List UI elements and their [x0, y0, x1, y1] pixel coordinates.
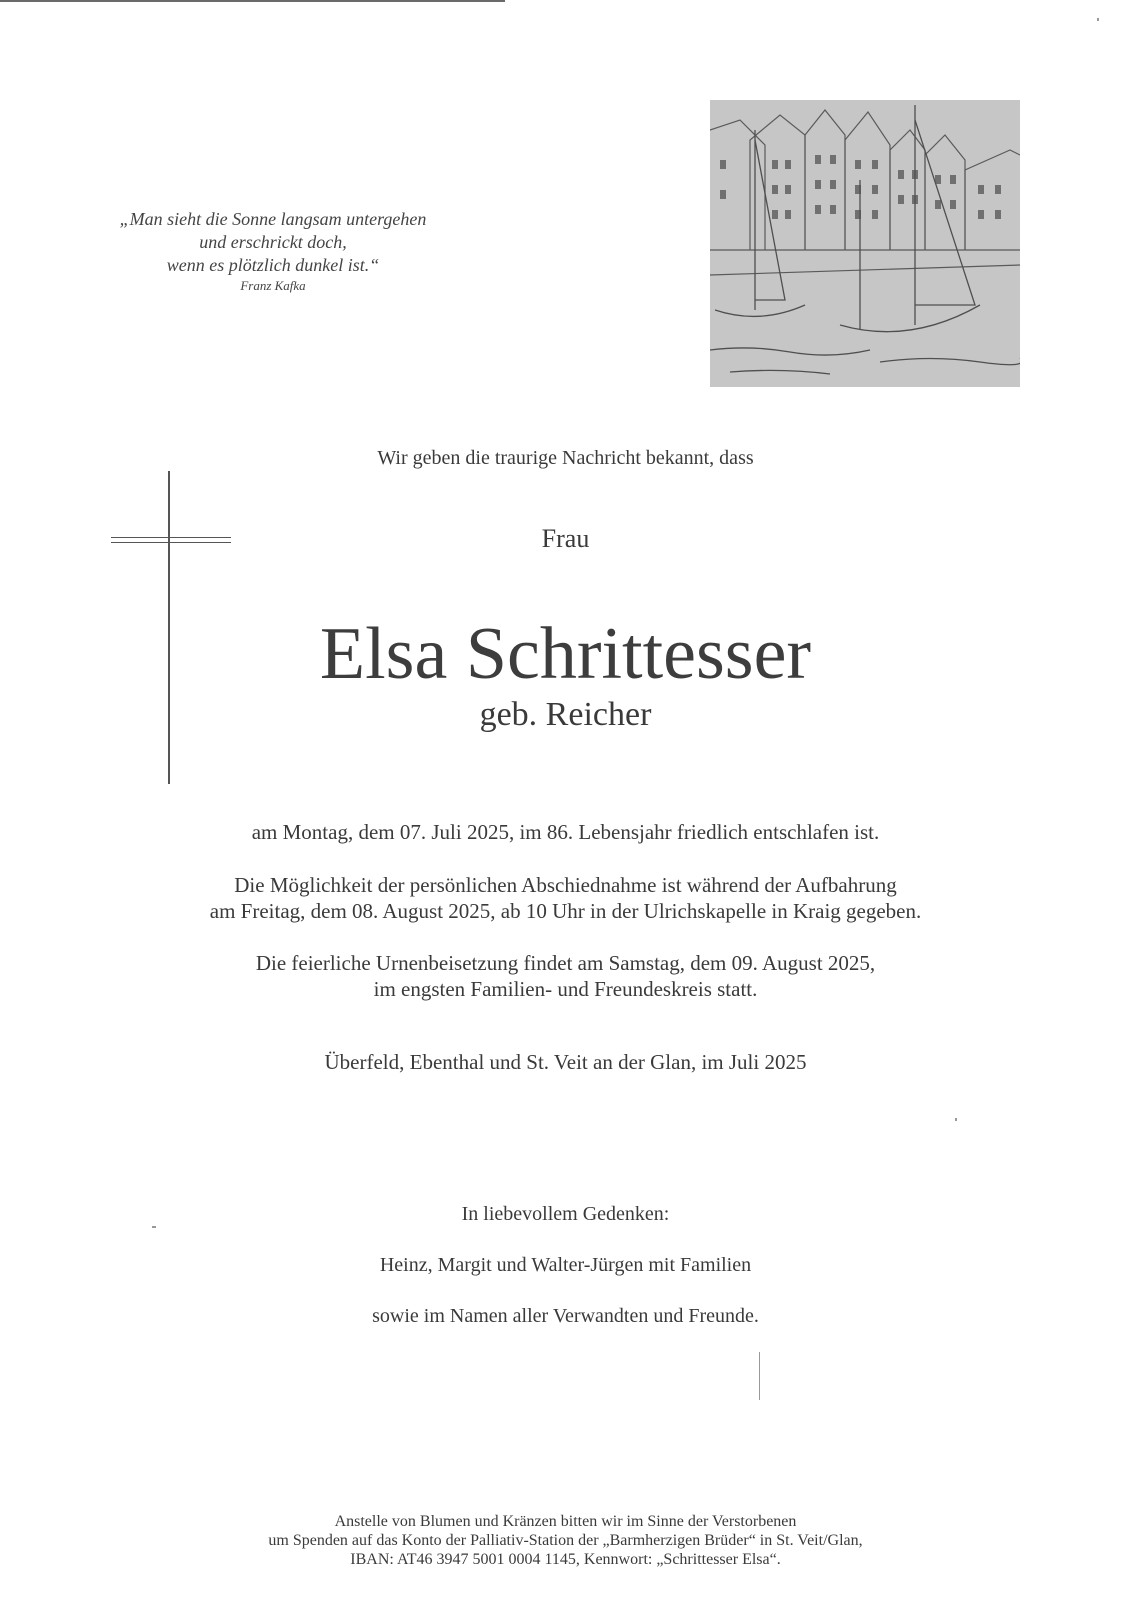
harbor-sketch-image	[710, 100, 1020, 387]
burial-line: Die feierliche Urnenbeisetzung findet am Samstag, dem 09. August 2025,	[255, 951, 876, 975]
quote-line: „Man sieht die Sonne langsam untergehen	[119, 209, 427, 229]
deceased-name: Elsa Schrittesser	[319, 613, 812, 695]
donation-line: um Spenden auf das Konto der Palliativ-Station der „Barmherzigen Brüder“ in St. Veit/Glan,	[268, 1532, 863, 1549]
farewell-line: Die Möglichkeit der persönlichen Abschiednahme ist während der Aufbahrung	[234, 873, 897, 897]
quote-line: und erschrickt doch,	[199, 232, 347, 252]
burial-paragraph	[0, 950, 1131, 1002]
scan-speck	[759, 1352, 760, 1400]
burial-line: im engsten Familien- und Freundeskreis statt.	[373, 977, 758, 1001]
farewell-line: am Freitag, dem 08. August 2025, ab 10 Uhr in der Ulrichskapelle in Kraig gegeben.	[209, 899, 922, 923]
donation-line: Anstelle von Blumen und Kränzen bitten wir im Sinne der Verstorbenen	[334, 1513, 797, 1530]
farewell-paragraph	[0, 872, 1131, 924]
mourners-relatives: sowie im Namen aller Verwandten und Freunde.	[372, 1305, 759, 1327]
scan-edge-line	[0, 0, 505, 2]
announcement-intro: Wir geben die traurige Nachricht bekannt, dass	[377, 447, 754, 469]
quote-author: Franz Kafka	[240, 278, 306, 293]
place-and-date: Überfeld, Ebenthal und St. Veit an der Glan, im Juli 2025	[324, 1050, 807, 1074]
scan-speck	[955, 1118, 957, 1121]
donation-line: IBAN: AT46 3947 5001 0004 1145, Kennwort: „Schrittesser Elsa“.	[350, 1551, 781, 1568]
scan-speck	[1097, 18, 1099, 21]
kafka-quote	[90, 208, 456, 295]
salutation: Frau	[541, 524, 590, 553]
mourners-heading: In liebevollem Gedenken:	[461, 1203, 670, 1225]
death-date-line: am Montag, dem 07. Juli 2025, im 86. Lebensjahr friedlich entschlafen ist.	[251, 820, 880, 844]
scan-speck	[152, 1226, 156, 1228]
mourners-family: Heinz, Margit und Walter-Jürgen mit Familien	[379, 1254, 752, 1276]
quote-line: wenn es plötzlich dunkel ist.“	[166, 255, 380, 275]
donation-note	[0, 1512, 1131, 1569]
maiden-name: geb. Reicher	[479, 696, 652, 733]
